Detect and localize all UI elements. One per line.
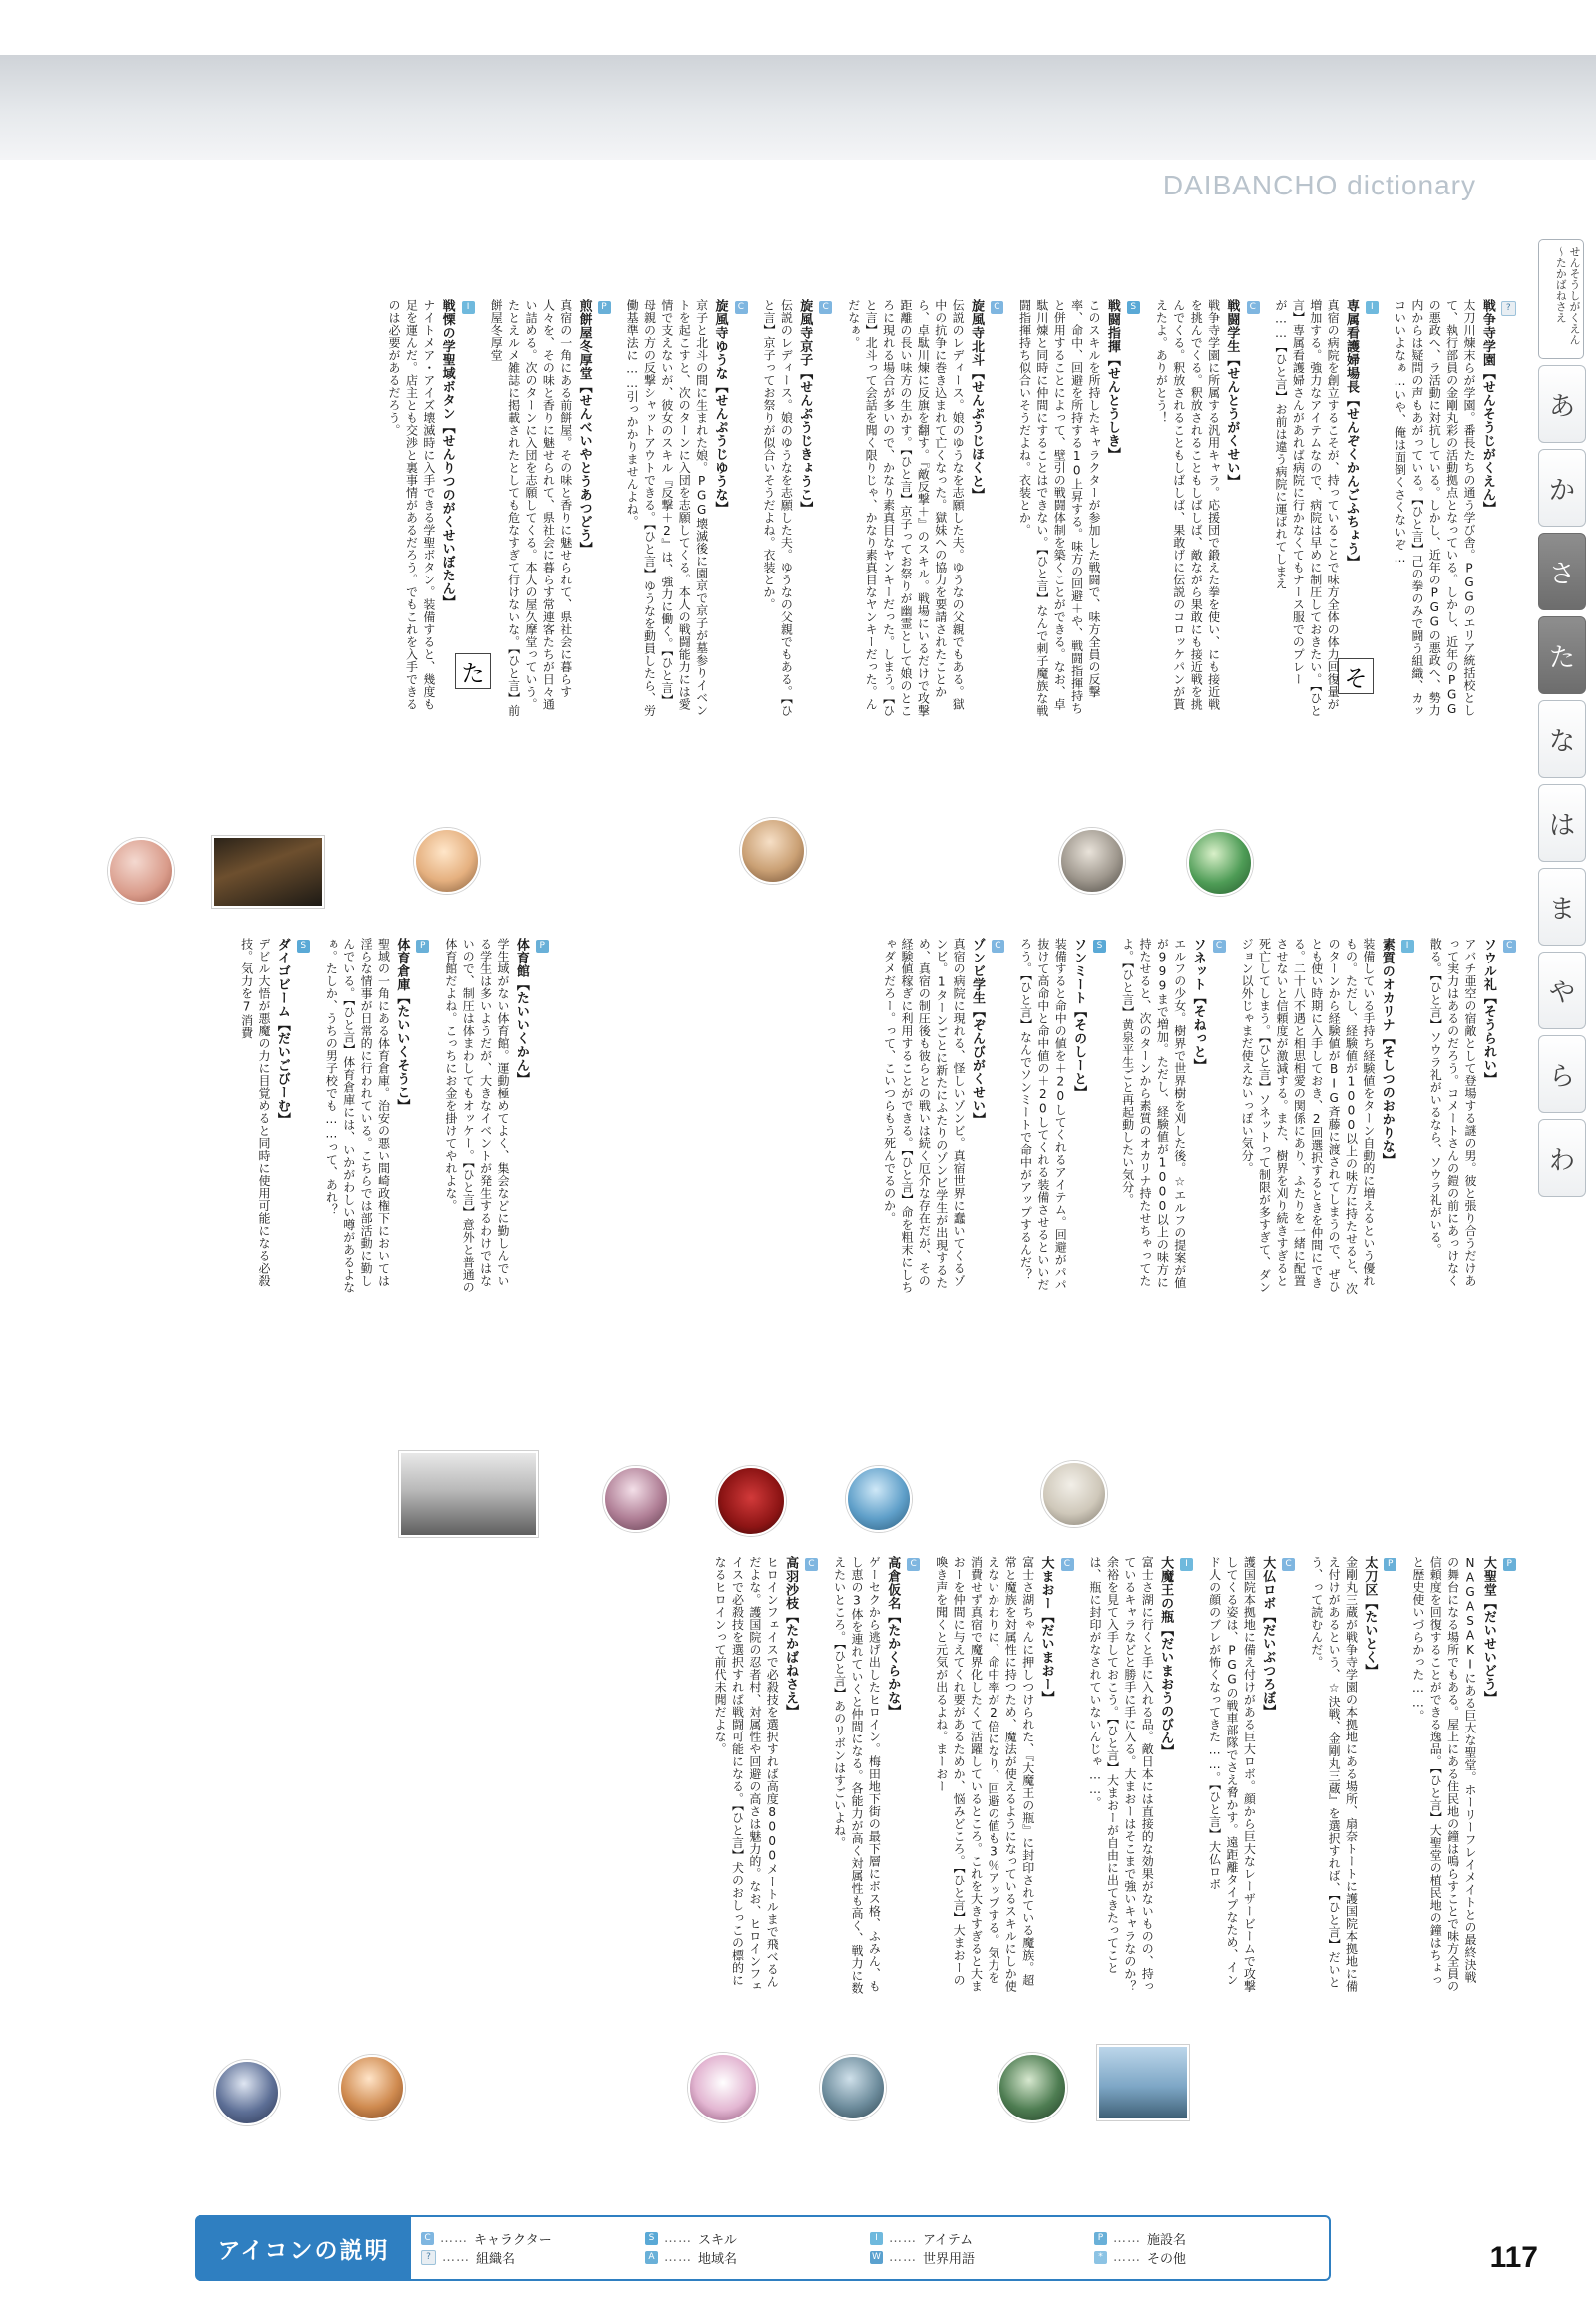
entry-soshitsunookarina: [1238, 938, 1414, 1297]
legend-label: 世界用語: [923, 2252, 976, 2267]
index-tab-ka[interactable]: か: [1538, 449, 1586, 527]
character-icon: C: [1503, 940, 1516, 953]
legend-grid: [411, 2225, 1329, 2271]
skill-icon: S: [1093, 940, 1106, 953]
dictionary-title: DAIBANCHO dictionary: [1162, 170, 1476, 200]
legend-dots: ……: [442, 2250, 470, 2265]
entry-head: ダイゴビーム【だいごびーむ】: [274, 938, 290, 1126]
legend-item-skill: [645, 2229, 870, 2248]
entry-senbeiyatouatsudou: [487, 299, 611, 718]
legend-label: アイテム: [923, 2233, 974, 2248]
thumb-okarina: [1041, 1461, 1107, 1527]
thumb-sonnet: [846, 1466, 912, 1532]
character-icon: C: [992, 940, 1004, 953]
facility-icon: P: [1503, 1558, 1516, 1571]
entry-takabanesae: [711, 1556, 819, 1995]
other-icon: *: [1094, 2251, 1107, 2264]
facility-icon: P: [536, 940, 549, 953]
legend-label: 地域名: [698, 2252, 738, 2267]
thumb-shop-night: [212, 836, 324, 908]
entry-head: 素質のオカリナ【そしつのおかりな】: [1379, 938, 1395, 1167]
entry-daimaou: [932, 1556, 1073, 1995]
skill-icon: S: [645, 2232, 658, 2245]
character-icon: C: [1282, 1558, 1295, 1571]
entry-body: 金剛丸三蔵が戦争寺学園の本拠地にある場所、扇奈トートに護国院本拠地に備え付けがあるという、☆決戦、金剛丸三蔵』を選択すれば、【ひと言】だいとう、って読むんだ。: [1309, 1556, 1359, 1993]
page-number: 117: [1489, 2241, 1538, 2274]
index-tab-ra[interactable]: ら: [1538, 1035, 1586, 1113]
entry-daibutsurobo: [1205, 1556, 1295, 1995]
entry-senpuujikyouko: [760, 299, 833, 718]
index-tab-ma[interactable]: ま: [1538, 868, 1586, 946]
thumb-gakusei: [1059, 828, 1125, 894]
entry-body: 真宿の病院を創立するこそが、持っていることで味方全体の体力回復量が増加する。強力なアイテムなので、病院は早めに制圧しておきたい。【ひと言】専属看護婦さんがあれば病院に行かなくてもナース服でのプレーが……【ひと言】お前は違う病院に運ばれてしまえ: [1273, 299, 1341, 717]
entry-body: 伝説のレディース。娘のゆうなを志願した夫。ゆうなの父親でもある。【ひと言】京子ってお祭りが似合いそうだよね。衣装とか。: [762, 299, 794, 717]
entry-body: このスキルを所持したキャラクターが参加した戦闘で、味方全員の反撃率、命中、回避を所持する10上昇する。味方の回避＋や、戦闘指揮持ちと併用することによって、壁引の戦闘体制を築くことができる。なお、卓駄川煉と同時に仲間にすることはできない。【ひと言】なんで刺子魔族な戦闘指揮持ち似合いそうだよね。衣装とか。: [1017, 299, 1102, 717]
thumb-yuuna: [414, 828, 480, 894]
thumb-daimaou: [688, 2053, 758, 2122]
item-icon: I: [1401, 940, 1414, 953]
thumb-daibutsurobo: [998, 2053, 1067, 2122]
entry-taiikusouko: [322, 938, 430, 1297]
entry-sonetto: [1118, 938, 1226, 1297]
index-tab-ya[interactable]: や: [1538, 952, 1586, 1029]
entry-head: ソウル礼【そうられい】: [1480, 938, 1496, 1086]
entry-head: 大聖堂【だいせいどう】: [1480, 1556, 1496, 1705]
legend-item-other: [1094, 2248, 1319, 2267]
kana-marker-ta: た: [455, 653, 491, 689]
character-icon: C: [1061, 1558, 1074, 1571]
legend-dots: ……: [664, 2231, 692, 2246]
entry-head: 煎餅屋冬厚堂【せんべいやとうあつどう】: [576, 299, 592, 556]
entry-head: 戦争寺学園【せんそうじがくえん】: [1479, 299, 1495, 515]
thumb-daiseidou: [1097, 2045, 1189, 2120]
entry-head: 専属看護婦場長【せんぞくかんごふちょう】: [1343, 299, 1359, 569]
thumb-sonsheet: [716, 1466, 786, 1536]
item-icon: I: [462, 301, 475, 314]
entry-senpuujihokuto: [844, 299, 1003, 718]
world-icon: W: [870, 2251, 883, 2264]
entry-body: 聖域の一角にある体育倉庫。治安の悪い間崎政権下においては淫らな情事が日常的に行われている。こちらでは部活動に勤しんでいる。【ひと言】体育倉庫には、いかがわしい噂があるよなぁ。たしか、うちの男子校でも……って、あれ？: [324, 938, 391, 1294]
thumb-takakura: [339, 2055, 405, 2120]
character-icon: C: [805, 1558, 818, 1571]
entry-body: エルフの少女。樹界で世界樹を刈した後。☆エルフの提案が値が999まで増加。ただし、経験値が1000以上の味方に持たせると、次のターンから素質のオカリナ持たせちゃってたよ。【ひと言】黄泉平生ごと再起動したい気分。: [1120, 938, 1187, 1289]
skill-icon: S: [297, 940, 310, 953]
character-icon: C: [735, 301, 748, 314]
entry-head: 旋風寺北斗【せんぷうじほくと】: [968, 299, 984, 502]
entry-daigobeam: [237, 938, 310, 1297]
entry-body: NAGASAKIにある巨大な聖堂。ホーリーフレイメイトとの最終決戦の舞台になる場所でもある。屋上にある住民地の鐘は鳴らすことで味方全員の信頼度を回復することができる逸品。【ひと言】大聖堂の植民地の鐘はちょっと歴史使いづらかった……。: [1410, 1556, 1478, 1993]
entry-head: 旋風寺ゆうな【せんぷうじゆうな】: [712, 299, 728, 515]
entry-head: 大仏ロボ【だいぶつろぼ】: [1260, 1556, 1276, 1718]
character-icon: C: [1247, 301, 1260, 314]
character-icon: C: [1213, 940, 1226, 953]
facility-icon: P: [1094, 2232, 1107, 2245]
entry-daiseidou: [1408, 1556, 1516, 1995]
legend-item-character: [421, 2229, 645, 2248]
page-top-white: [0, 0, 1596, 55]
facility-icon: P: [416, 940, 429, 953]
entry-head: ソンミート【そのしーと】: [1071, 938, 1087, 1099]
character-icon: C: [819, 301, 832, 314]
entries-so-area: [559, 938, 1516, 1536]
entry-head: 体育倉庫【たいいくそうこ】: [394, 938, 410, 1113]
thumb-zombie: [603, 1466, 669, 1532]
entry-body: ゲーセクから逃げ出したヒロイン。梅田地下街の最下層にボス格、ふみん、もし恵の3体を連れていくと仲間になる。各能力が高く対属性も高く、戦力に数えたいところ。【ひと言】あのリボンはすごいよね。: [832, 1556, 882, 1995]
entry-body: 装備すると命中の値を＋20してくれるアイテム。回避がパパ抜けて高命中と命中値の＋20してくれる装備させるといいだろう。【ひと言】なんでソンミートで命中がアップするんだ？: [1018, 938, 1068, 1291]
entry-head: 旋風寺京子【せんぷうじきょうこ】: [797, 299, 813, 515]
entry-body: 装備している手持ち経験値をターン自動的に増えるという優れもの。ただし、経験値が1000以上の味方に持たせると、次のターンから経験値がBIG斉藤に渡されてしまうので、ぜひとも使い時期に入手しておき、2回選択するときを仲間にできる。二十八不遇と相思相愛の関係にあり、ふたりを一緒に配置させないと信頼度が激減する。また、樹界を刈り続きすぎると死亡してしまう。【ひと言】ソネットって制限が多すぎて、ダンジョン以外じゃまだ使えないっぽい気分。: [1240, 938, 1376, 1295]
entry-body: 真宿の一角にある前餅屋。その味と香りに魅せられて、県社会に暮らす人々を、その味と香りに魅せられて、県社会に暮らす常連客たちが日々通い詰める。次のターンに入団を志願してくる。本人の屋久摩堂っていう。たとえルメ雑誌に掲載されたとしても危なすぎて行けないな。【ひと言】前餅屋冬厚堂: [489, 299, 573, 717]
entry-head: ソネット【そねっと】: [1190, 938, 1206, 1072]
entry-head: 体育館【たいいくかん】: [513, 938, 529, 1086]
entry-head: 太刀区【たいとく】: [1362, 1556, 1378, 1678]
index-tab-na[interactable]: な: [1538, 700, 1586, 778]
legend-item-facility: [1094, 2229, 1319, 2248]
entry-body: 太刀川煉末らが学園。番長たちの通う学び舎。PGGのエリア統括校として、執行部員の金剛丸彩の活動拠点となっている。しかし、近年のPGGの悪政へ、ラ活動に対抗している。しかし、近年のPGGの悪政へ、勢力内からは疑問の声もあがっている。【ひと言】己の拳のみで闘う組織、カッコいいよなぁ…いや、俺は面倒くさくないぞ…: [1393, 299, 1477, 717]
entry-head: ゾンビ学生【ぞんびがくせい】: [969, 938, 985, 1126]
index-rail: [1536, 239, 1588, 1197]
entry-body: ナイトメア・アイズ壊滅時に入手できる学聖ボタン。装備すると、幾度も足を運んだ。店主とも交渉と裏事情があるだろう。でもこれを入手できるのは必要があるだろう。: [387, 299, 436, 711]
entry-taitoku: [1307, 1556, 1396, 1995]
legend-title: アイコンの説明: [197, 2217, 411, 2279]
entry-body: 護国院本拠地に備え付けがある巨大ロボ。顔から巨大なレーザービームで攻撃してくる姿は、PGGの戦車部隊でさえ脅かす。遠距離タイプなため、インド人の顔のブレが怖くなってきた……。【ひと言】大仏ロボ: [1207, 1556, 1257, 1993]
skill-icon: S: [1127, 301, 1140, 314]
kana-marker-so: そ: [1338, 658, 1374, 694]
index-tab-a[interactable]: あ: [1538, 365, 1586, 443]
entry-sonshiito: [1016, 938, 1106, 1297]
thumb-nurse: [1187, 830, 1253, 896]
character-icon: C: [991, 301, 1003, 314]
icon-legend: [195, 2215, 1331, 2281]
entry-sensoujigakuen: [1391, 299, 1516, 718]
entry-sentoushiki: [1015, 299, 1140, 718]
legend-item-organization: [421, 2248, 645, 2267]
facility-icon: P: [598, 301, 611, 314]
index-rail-heading: せんそうしがくえん～たかばねさえ: [1538, 239, 1584, 359]
entry-head: 大魔王の瓶【だいまおうのびん】: [1158, 1556, 1174, 1758]
entry-zonbigakusei: [880, 938, 1004, 1297]
legend-dots: ……: [1113, 2250, 1141, 2265]
item-icon: I: [1366, 301, 1379, 314]
legend-label: 施設名: [1147, 2233, 1187, 2248]
entry-body: 京子と北斗の間に生まれた娘。PGG壊滅後に園京で京子が墓参りイベントを起こすと、次のターンに入団を志願してくる。本人の戦闘能力には愛情で支えないが、彼女のスキル『反撃＋2』は、強力に働く。【ひと言】母親の方の反撃シャットアウトできる。【ひと言】ゆうなを動員したら、労働基準法に……引っかかりませんよね。: [625, 299, 709, 717]
index-tab-ta[interactable]: た: [1538, 616, 1586, 694]
entry-senzokukangofuchou: [1272, 299, 1380, 718]
org-icon: ?: [1501, 301, 1516, 316]
item-icon: I: [1180, 1558, 1193, 1571]
entries-bottom-area: [120, 1556, 1516, 2075]
entry-body: アバチ亜空の宿敵として登場する謎の男。彼と張り合うだけあって実力はあるのだろう。コメートさんの鎧の前にあっけなく散る。【ひと言】ソウラ礼がいるなら、ソウラ礼がいる。: [1428, 938, 1478, 1287]
index-tab-ha[interactable]: は: [1538, 784, 1586, 862]
thumb-kyouko: [740, 818, 806, 884]
entry-body: 真宿の病院に現れる、怪しいゾンビ。真宿世界に蠢いてくるゾンビ。1ターンごとに新たにふたりのゾンビ学生が出現するため、真宿の制圧後も彼らとの戦いは続く厄介な存在だが、その経験値稼ぎに利用することができる。【ひと言】命を粗末にしちゃダメだろー。って、こいつらもう死んでるのか。: [882, 938, 967, 1294]
legend-item-item: [870, 2229, 1094, 2248]
entries-ta-area: [120, 938, 549, 1536]
legend-dots: ……: [889, 2250, 917, 2265]
legend-dots: ……: [1113, 2231, 1141, 2246]
thumb-daimaounobin: [820, 2055, 886, 2120]
entry-takakurakana: [830, 1556, 920, 1995]
entry-senpuujiyuuna: [623, 299, 748, 718]
entry-body: 学生域がない体育館。運動極めてよく、集会などに勤しんでいる学生は多いようだが、大きなイベントが発生するわけではないので、制圧は体まわしてもオッケー。【ひと言】意外と普通の体育館だよね。こっちにお金を掛けてやれよな。: [443, 938, 511, 1294]
entry-souryou: [1426, 938, 1516, 1297]
legend-dots: ……: [889, 2231, 917, 2246]
index-tab-wa[interactable]: わ: [1538, 1119, 1586, 1197]
legend-item-area: [645, 2248, 870, 2267]
legend-label: 組織名: [476, 2252, 516, 2267]
entry-body: 富士さ湖に行くと手に入れる品。敵日本には直接的な効果がないものの、持っているキャラなどと勝手に手に入る。大まおーはそこまで強いキャラなのか？余裕を見て入手しておこう。【ひと言】大まおーが自由に出てきたってことは、瓶に封印がなされていないんじゃ……。: [1088, 1556, 1155, 1993]
legend-dots: ……: [664, 2250, 692, 2265]
thumb-idcard: [399, 1451, 538, 1537]
entry-taiikukan: [441, 938, 549, 1297]
entry-head: 戦闘指揮【せんとうしき】: [1104, 299, 1120, 461]
page-header-band: [0, 55, 1596, 160]
entry-head: 戦慄の学聖域ボタン【せんりつのがくせいぼたん】: [439, 299, 455, 609]
legend-label: その他: [1147, 2252, 1187, 2267]
entry-daimaounobin: [1086, 1556, 1194, 1995]
legend-item-world: [870, 2248, 1094, 2267]
legend-dots: ……: [440, 2231, 468, 2246]
legend-label: キャラクター: [474, 2233, 552, 2248]
entry-body: デビル大悟が悪魔の力に目覚めると同時に使用可能になる必殺技。気力を7消費: [239, 938, 271, 1287]
thumb-senbei: [108, 838, 174, 904]
entry-head: 戦闘学生【せんとうがくせい】: [1224, 299, 1240, 488]
character-icon: C: [907, 1558, 920, 1571]
entry-body: 富士さ湖ちゃんに押しつけられた、『大魔王の瓶』に封印されている魔族。超常と魔族を対属性に持つため、魔法が使えるようになっているスキルにしか使えないかわりに、命中率が2倍になり、回避の値も3％アップする。気力を消費せず真宿で魔界化したくて活躍しているところ。これを大きすぎると大まおーを仲間に与えてくれ要があるためか、悩みどころ。【ひと言】大まおーの喚き声を聞くと元気が出るよね。まーおー: [934, 1556, 1035, 1993]
character-icon: C: [421, 2232, 434, 2245]
thumb-takabane: [214, 2060, 280, 2125]
entry-senritsunogakuseibotan: [385, 299, 475, 718]
entry-head: 大まおー【だいまおー】: [1038, 1556, 1054, 1705]
entry-head: 高羽沙枝【たかばねさえ】: [783, 1556, 799, 1718]
legend-label: スキル: [698, 2233, 737, 2248]
area-icon: A: [645, 2251, 658, 2264]
entry-body: 伝説のレディース。娘のゆうなを志願した夫。ゆうなの父親でもある。獄中の抗争に巻き込まれて亡くなった。獄妹への協力を要請されたことから、卓駄川煉に反旗を翻す。『敵反撃＋』のスキル。戦場にいるだけで攻撃距離の長い味方の生かす。【ひと言】京子ってお祭りが幽霊として娘のところに現れる場合が多いので、かなり素真目なヤンキーだった。しまう。【ひと言】北斗って会話を聞く限りじゃ、かなり素真目なヤンキーだった。んだなぁ。: [846, 299, 966, 717]
item-icon: I: [870, 2232, 883, 2245]
entry-sentougakusei: [1152, 299, 1260, 718]
entry-head: 高倉仮名【たかくらかな】: [885, 1556, 901, 1718]
entry-body: ヒロインフェイスで必殺技を選択すれば高度8000メートルまで飛べるんだよな。護国院の忍者村、対属性や回避の高さは魅力的。なお、ヒロインフェイスで必殺技を選択すれば戦闘可能になる。【ひと言】犬のおしっこの標的になるヒロインって前代未聞だよな。: [713, 1556, 780, 1993]
facility-icon: P: [1384, 1558, 1396, 1571]
entry-body: 戦争寺学園に所属する汎用キャラ。応援団で鍛えた拳を使い、にも接近戦を挑んでくる。釈放されることもしばしば、敵ながら果敢にも接近戦を挑んでくる。釈放されることもしばしば、果敢げに伝説のコロッケパンが貰えたよ。ありがとう！: [1154, 299, 1221, 711]
index-tab-sa[interactable]: さ: [1538, 533, 1586, 610]
org-icon: ?: [421, 2250, 436, 2265]
